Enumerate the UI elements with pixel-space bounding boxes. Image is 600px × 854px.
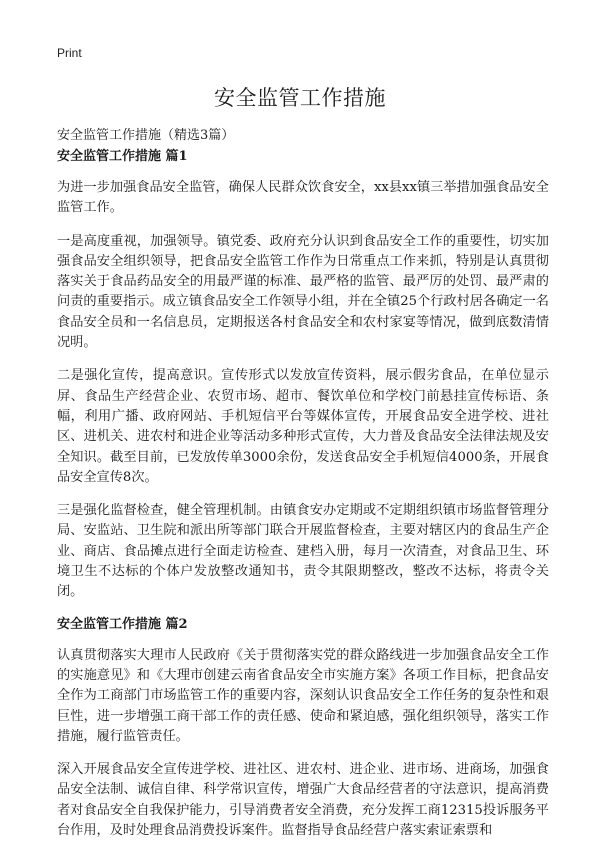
document-subtitle: 安全监管工作措施（精选3篇） [57,128,235,143]
paragraph: 三是强化监督检查，健全管理机制。由镇食安办定期或不定期组织镇市场监督管理分局、安监站、卫生院和派出所等部门联合开展监督检查，主要对辖区内的食品生产企业、商店、食品摊点进行全面走访检查、建档入册，每月一次清查，对食品卫生、环境卫生不达标的个体户发放整改通知书，责令其限期整改，整改不达标，将责令关闭。 [57,503,549,600]
section-heading: 安全监管工作措施 篇2 [57,616,188,632]
paragraph: 认真贯彻落实大理市人民政府《关于贯彻落实党的群众路线进一步加强食品安全工作的实施意见》和《大理市创建云南省食品安全市实施方案》各项工作目标，把食品安全作为工商部门市场监管工作的重要内容，深刻认识食品安全工作任务的复杂性和艰巨性，进一步增强工商干部工作的责任感、使命和紧迫感，强化组织领导，落实工作措施，履行监管责任。 [57,647,549,744]
document-title: 安全监管工作措施 [214,86,386,110]
print-link[interactable]: Print [57,46,82,60]
section-2 [57,616,549,842]
paragraph: 为进一步加强食品安全监管，确保人民群众饮食安全，xx县xx镇三举措加强食品安全监管工作。 [57,180,549,216]
paragraph: 二是强化宣传，提高意识。宣传形式以发放宣传资料，展示假劣食品，在单位显示屏、食品生产经营企业、农贸市场、超市、餐饮单位和学校门前悬挂宣传标语、条幅，利用广播、政府网站、手机短信平台等媒体宣传，开展食品安全进学校、进社区、进机关、进农村和进企业等活动多种形式宣传，大力普及食品安全法律法规及安全知识。截至目前，已发放传单3000余份，发送食品安全手机短信4000条，开展食品安全宣传8次。 [57,368,549,485]
paragraph: 深入开展食品安全宣传进学校、进社区、进农村、进企业、进市场、进商场，加强食品安全法制、诚信自律、科学常识宣传，增强广大食品经营者的守法意识，提高消费者对食品安全自我保护能力，引导消费者安全消费，充分发挥工商12315投诉服务平台作用，及时处理食品消费投诉案件。监督指导食品经营户落实索证索票和 [57,762,549,839]
document-body [57,148,549,854]
section-1 [57,148,549,603]
section-heading: 安全监管工作措施 篇1 [57,149,188,164]
paragraph: 一是高度重视，加强领导。镇党委、政府充分认识到食品安全工作的重要性，切实加强食品安全组织领导，把食品安全监管工作作为日常重点工作来抓，特别是认真贯彻落实关于食品药品安全的用最严谨的标准、最严格的监管、最严厉的处罚、最严肃的问责的重要指示。成立镇食品安全工作领导小组，并在全镇25个行政村居各确定一名食品安全员和一名信息员，定期报送各村食品安全和农村家宴等情况，做到底数清情况明。 [57,233,549,351]
